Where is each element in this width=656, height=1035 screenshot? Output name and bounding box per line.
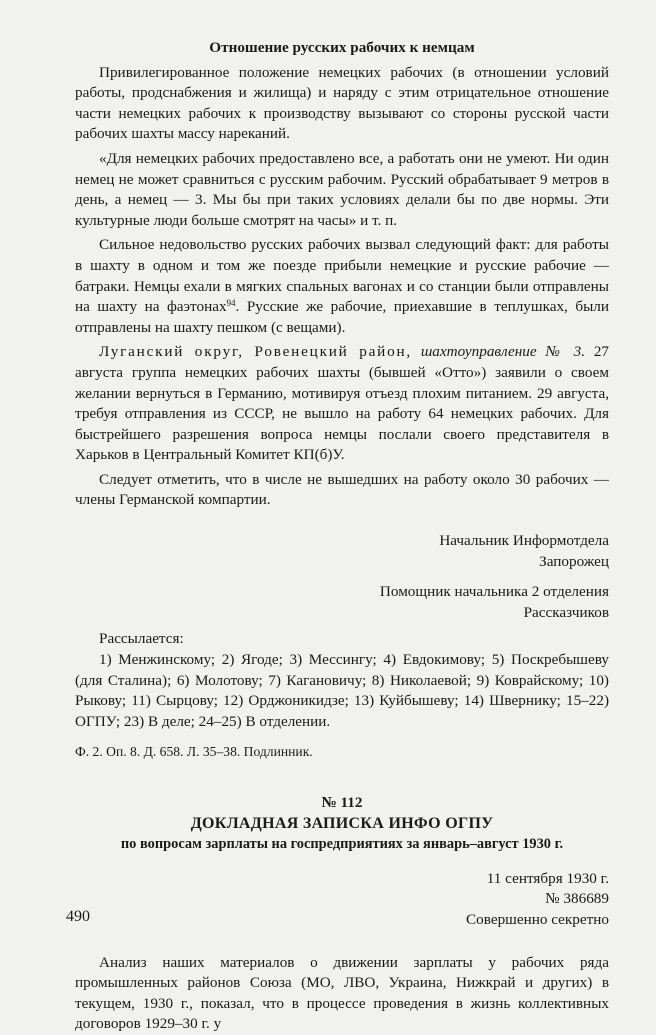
archive-reference: Ф. 2. Оп. 8. Д. 658. Л. 35–38. Подлинник. bbox=[75, 744, 313, 760]
paragraph-communists: Следует отметить, что в числе не вышедших на работу около 30 рабочих — члены Германской компартии. bbox=[75, 470, 609, 509]
lugansk-text: 27 августа группа немецких рабочих шахты (бывшей «Отто») заявили о своем желании вернуться в Германию, мотивируя отъезд плохим питанием. 29 августа, требуя отправления из СССР, не вышло на работу 64 немецких рабочих. Для быстрейшего разрешения вопроса немцы послали своего представителя в Харьков в Центральный Комитет КП(б)У. bbox=[75, 343, 610, 464]
paragraph-privileged-position: Привилегированное положение немецких рабочих (в отношении условий работы, продснабжения и жилища) и наряду с этим отрицательное отношение части немецких рабочих к производству вызывают со стороны русской части рабочих шахты массу нареканий. bbox=[75, 63, 609, 143]
signature-title-1: Начальник Информотдела bbox=[439, 532, 609, 550]
distribution-heading: Рассылается: bbox=[99, 630, 184, 648]
distribution-list: 1) Менжинскому; 2) Ягоде; 3) Мессингу; 4) Евдокимову; 5) Поскребышеву (для Сталина); 6) Молотову; 7) Кагановичу; 8) Николаевой; 9) Коврайскому; 10) Рыкову; 11) Сырцову; 12) Орджоникидзе; 13) Куйбышеву; 14) Швернику; 15–22) ОГПУ; 23) В деле; 24–25) В отделении. bbox=[75, 651, 609, 730]
document-classification: Совершенно секретно bbox=[466, 910, 609, 928]
signature-title-2: Помощник начальника 2 отделения bbox=[379, 583, 609, 601]
paragraph-lugansk bbox=[75, 342, 609, 466]
train-text-part2: . Русские же рабочие, приехавшие в теплушках, были отправлены на шахту пешком (с вещами). bbox=[75, 298, 609, 336]
signature-block-1 bbox=[75, 531, 609, 572]
paragraph-quote: «Для немецких рабочих предоставлено все, а работать они не умеют. Ни один немец не может сравниться с русским рабочим. Русский обрабатывает 9 метров в день, а немец — 3. Мы бы при таких условиях делали бы по две нормы. Эти культурные люди больше смотрят на часы» и т. п. bbox=[75, 149, 609, 229]
page-number: 490 bbox=[66, 908, 90, 925]
section-title: Отношение русских рабочих к немцам bbox=[209, 39, 475, 56]
document-title: ДОКЛАДНАЯ ЗАПИСКА ИНФО ОГПУ bbox=[190, 814, 494, 832]
signature-block-2 bbox=[75, 582, 609, 623]
footnote-ref-94: 94 bbox=[226, 298, 236, 309]
paragraph-train-incident bbox=[75, 235, 609, 338]
document-number: № 112 bbox=[321, 794, 363, 811]
signature-name-1: Запорожец bbox=[539, 552, 609, 570]
page-content bbox=[75, 38, 609, 1035]
location-lugansk: Луганский округ, Ровенецкий район, bbox=[99, 343, 413, 361]
document-date: 11 сентября 1930 г. bbox=[486, 869, 609, 887]
signature-name-2: Рассказчиков bbox=[523, 603, 609, 621]
document-reg-number: № 386689 bbox=[545, 890, 609, 908]
document-subtitle: по вопросам зарплаты на госпредприятиях за январь–август 1930 г. bbox=[120, 836, 564, 853]
train-text-part1: Сильное недовольство русских рабочих вызвал следующий факт: для работы в шахту в одном и том же поезде прибыли немецкие и русские рабочие — батраки. Немцы ехали в мягких спальных вагонах и со станции были отправлены на шахту на фаэтонах bbox=[75, 236, 609, 316]
document-body: Анализ наших материалов о движении зарплаты у рабочих ряда промышленных районов Союза (МО, ЛВО, Украина, Нижкрай и других) в текущем, 1930 г., показал, что в процессе проведения в жизнь коллективных договоров 1929–30 г. у bbox=[75, 953, 609, 1033]
document-meta bbox=[75, 869, 609, 931]
mine-administration: шахтоуправление № 3. bbox=[420, 343, 585, 361]
